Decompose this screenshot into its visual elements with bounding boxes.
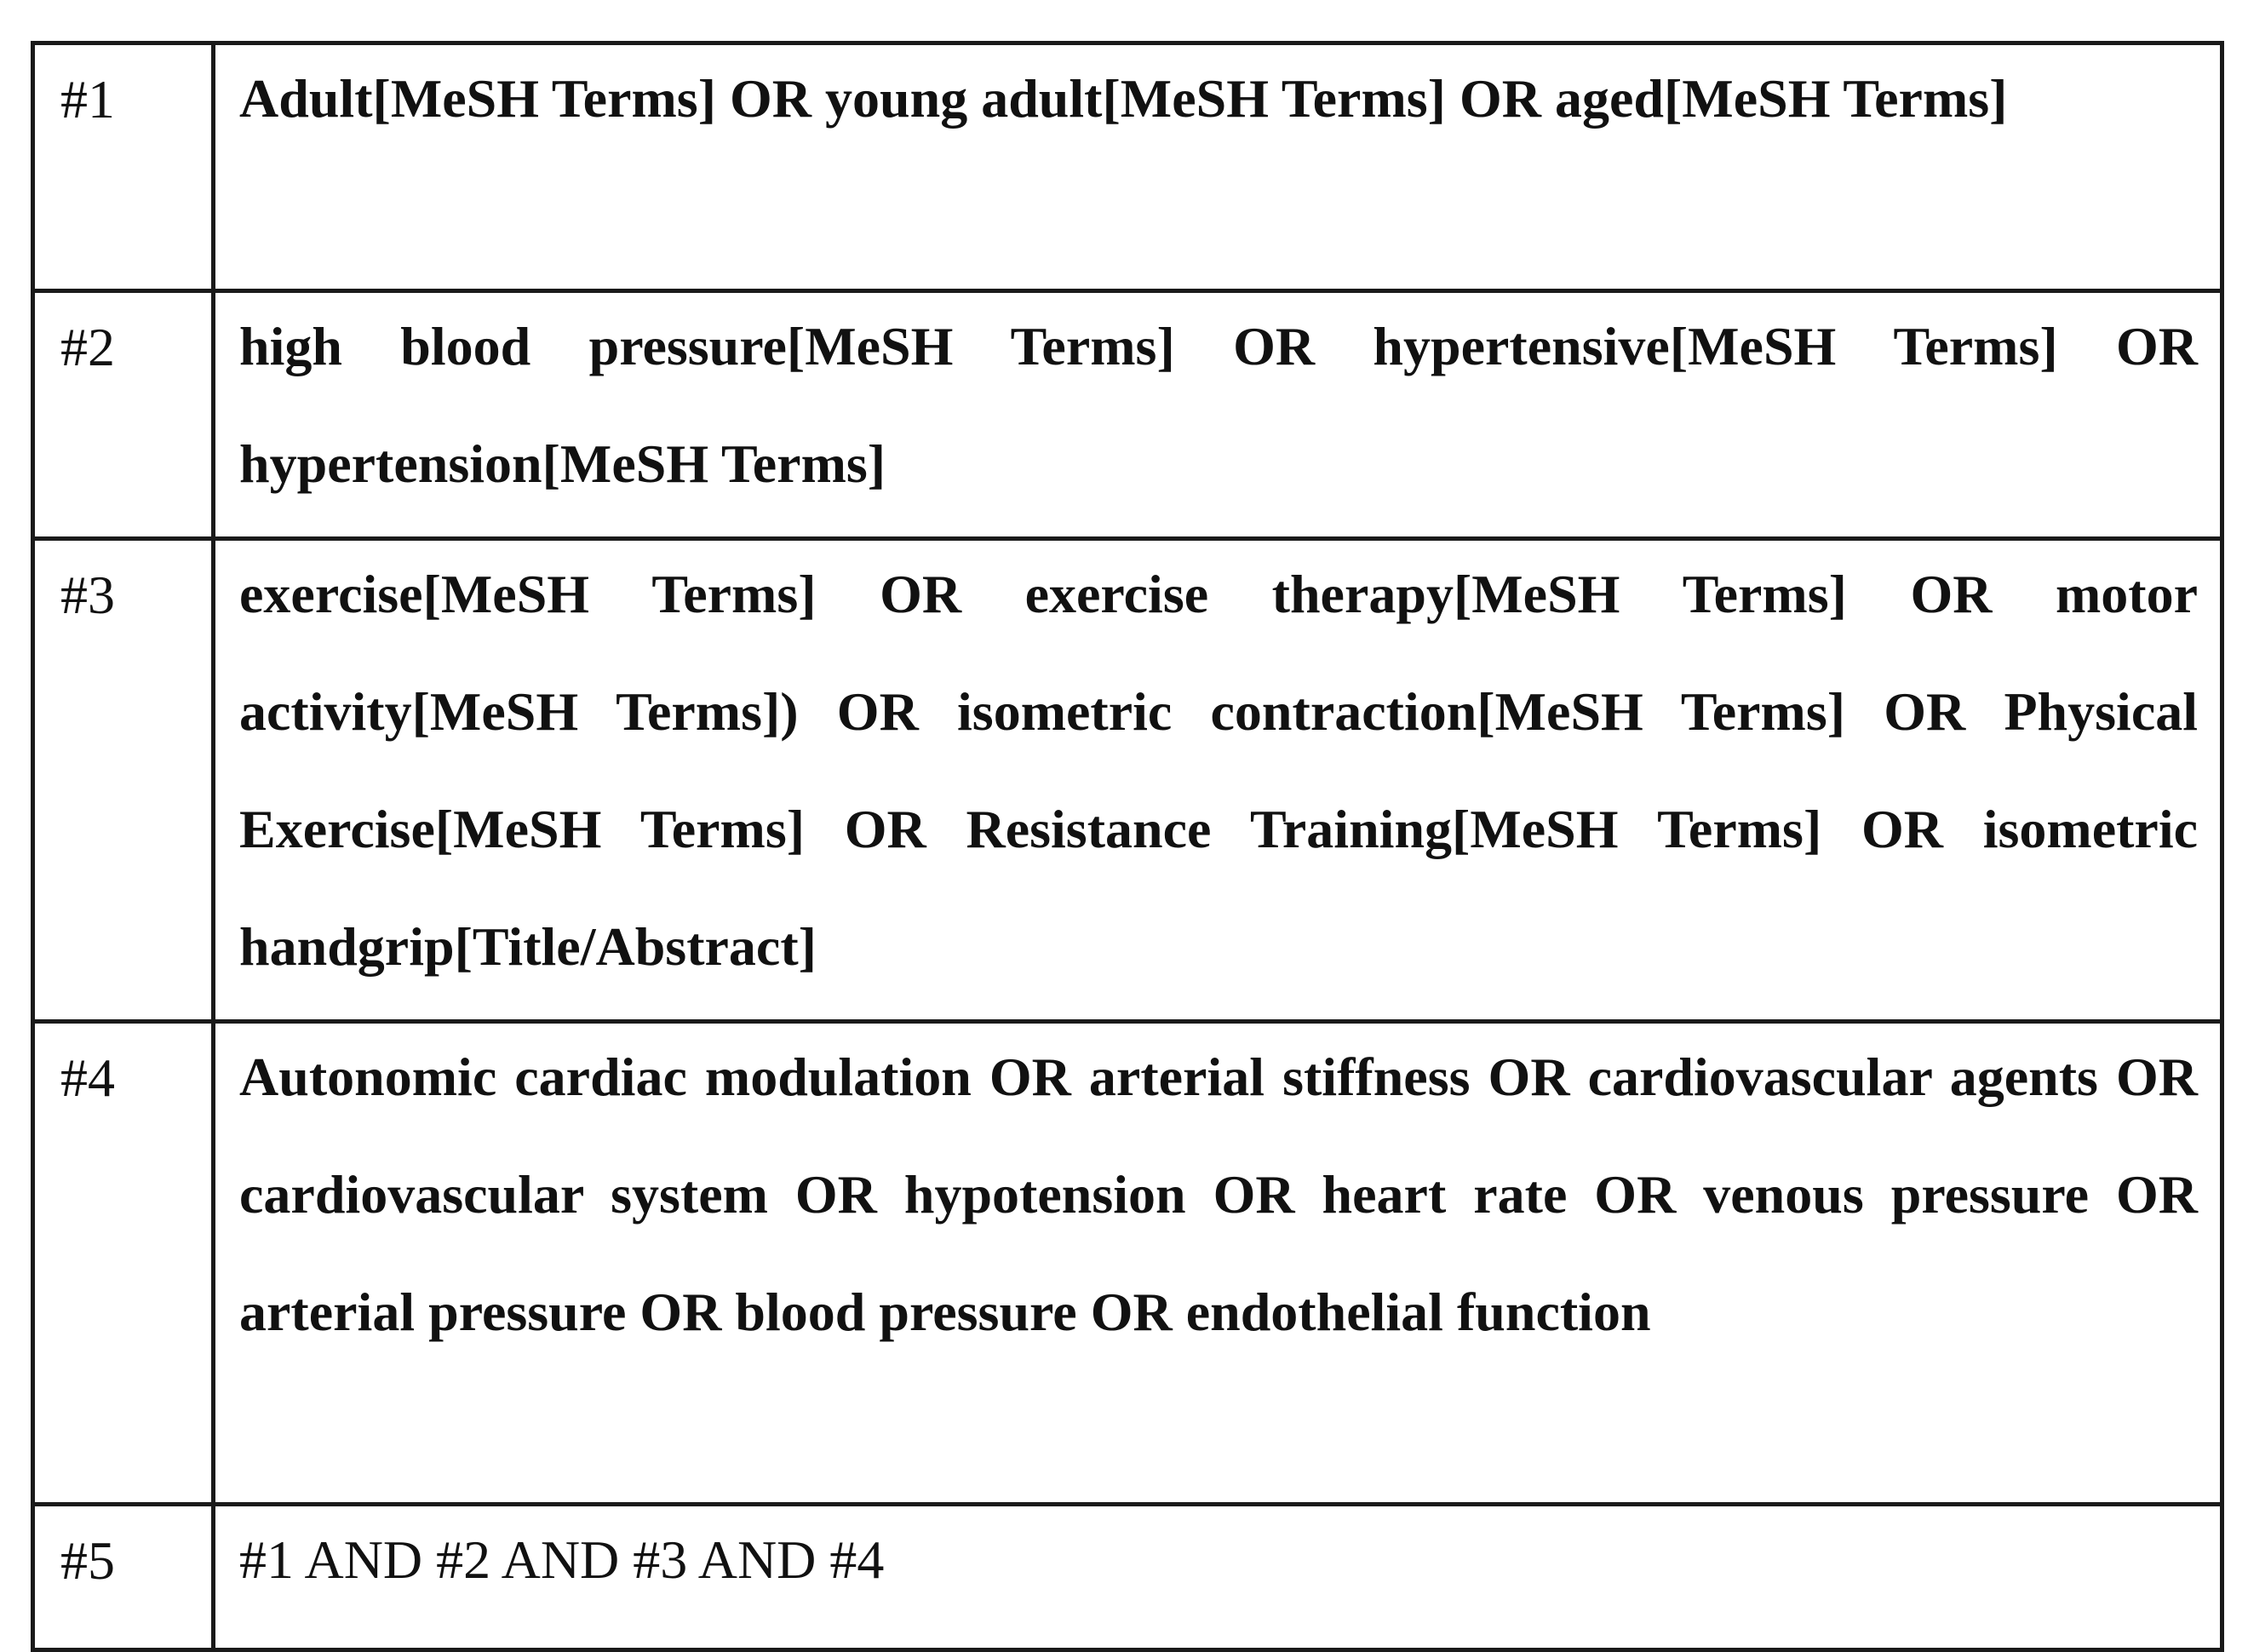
table-row <box>33 43 2222 291</box>
search-query-text: Autonomic cardiac modulation OR arterial stiffness OR cardiovascular agents OR cardiovascular system OR hypotension OR heart rate OR venous pressure OR arterial pressure OR blood pressure OR endothelial function <box>239 1047 2198 1342</box>
search-strategy-table <box>31 41 2224 1652</box>
search-query-text: high blood pressure[MeSH Terms] OR hypertensive[MeSH Terms] OR hypertension[MeSH Terms] <box>239 316 2198 494</box>
search-number: #5 <box>33 1505 214 1650</box>
search-query <box>214 291 2222 539</box>
search-query <box>214 539 2222 1022</box>
search-query-text: exercise[MeSH Terms] OR exercise therapy[MeSH Terms] OR motor activity[MeSH Terms]) OR isometric contraction[MeSH Terms] OR Physical Exercise[MeSH Terms] OR Resistance Training[MeSH Terms] OR isometric handgrip[Title/Abstract] <box>239 564 2198 977</box>
search-query <box>214 1022 2222 1505</box>
search-number: #3 <box>33 539 214 1022</box>
search-number: #4 <box>33 1022 214 1505</box>
search-query <box>214 1505 2222 1650</box>
table-row <box>33 1505 2222 1650</box>
table-row <box>33 539 2222 1022</box>
table-row <box>33 1022 2222 1505</box>
search-query-text: #1 AND #2 AND #3 AND #4 <box>239 1529 885 1590</box>
search-number: #1 <box>33 43 214 291</box>
search-query <box>214 43 2222 291</box>
search-query-text: Adult[MeSH Terms] OR young adult[MeSH Terms] OR aged[MeSH Terms] <box>239 68 2008 129</box>
table-row <box>33 291 2222 539</box>
search-number: #2 <box>33 291 214 539</box>
